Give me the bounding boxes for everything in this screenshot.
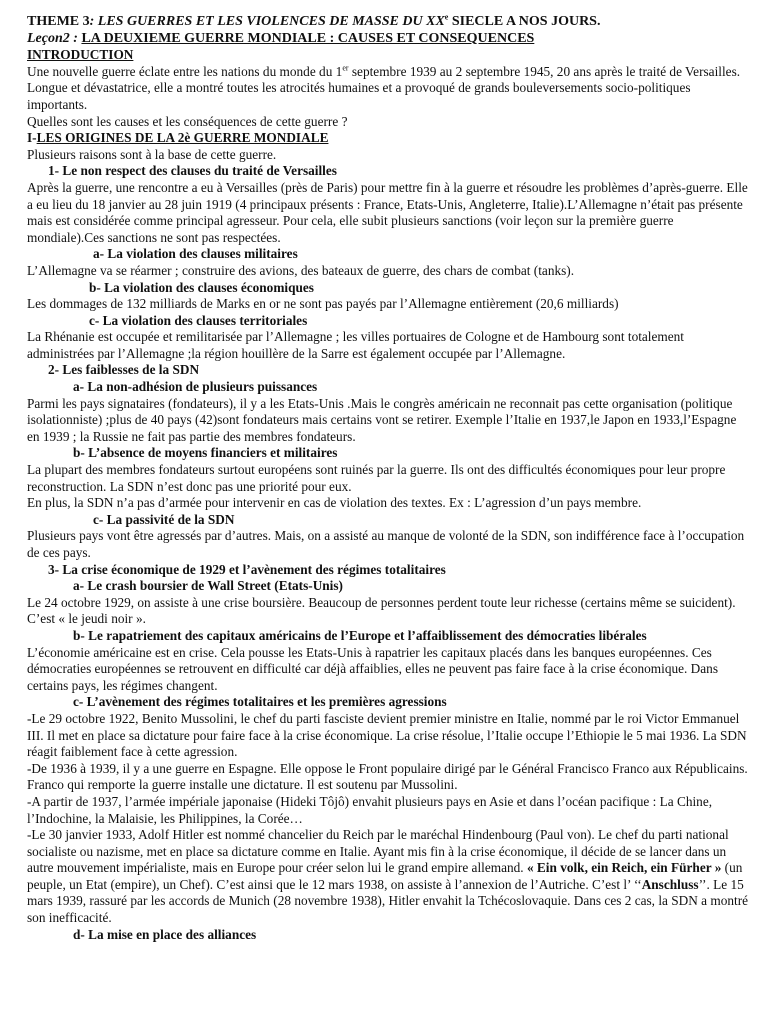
subheading-1b: b- La violation des clauses économiques: [89, 279, 314, 295]
paragraph-2c: Plusieurs pays vont être agressés par d’autres. Mais, on a assisté au manque de volonté de la SDN, son indifférence face à l’occupation de ces pays.: [27, 528, 745, 560]
paragraph-1c: La Rhénanie est occupée et remilitarisée par l’Allemagne ; les villes portuaires de Cologne et de Hambourg sont totalement administrées par l’Allemagne ;la région houillère de la Sarre est également occupée par l’Allemagne.: [27, 329, 684, 361]
subheading-3a: a- Le crash boursier de Wall Street (Etats-Unis): [73, 578, 343, 594]
theme-end: SIECLE A NOS JOURS.: [448, 14, 601, 29]
subheading-2b: b- L’absence de moyens financiers et militaires: [73, 445, 338, 461]
theme-text: : LES GUERRES ET LES VIOLENCES DE MASSE DU XX: [89, 14, 445, 29]
paragraph-2a: Parmi les pays signataires (fondateurs), il y a les Etats-Unis .Mais le congrès américain ne reconnait pas cette organisation (politique isolationniste) ;plus de 40 pays (42)sont fondateurs mais certains vont se retirer. Exemple l’Italie en 1937,le Japon en 1933,l’Espagne en 1939 ; la Russie ne fait pas partie des membres fondateurs.: [27, 395, 737, 444]
paragraph-3c-4-c: ’’. Le 15 mars 1939, rassuré par les accords de Munich (28 novembre 1938), Hitler envahit la Tchécoslovaquie. Dans ces 2 cas, la SDN a montré son inefficacité.: [27, 876, 749, 926]
subheading-1a: a- La violation des clauses militaires: [93, 246, 298, 262]
intro-question: Quelles sont les causes et les conséquences de cette guerre ?: [27, 113, 348, 129]
paragraph-3a: Le 24 octobre 1929, on assiste à une crise boursière. Beaucoup de personnes perdent toute leur richesse (certains même se suicident). C’est « le jeudi noir ».: [27, 594, 736, 627]
intro-text-b: septembre 1939 au 2 septembre 1945, 20 ans après le traité de Versailles. Longue et dévastatrice, elle a montré toutes les atrocités humaines et a provoqué de grands bouleversements socio-politiques importants.: [27, 63, 741, 112]
paragraph-1b: Les dommages de 132 milliards de Marks en or ne sont pas payés par l’Allemagne entièrement (20,6 milliards): [27, 296, 619, 312]
lesson-label: Leçon2 :: [27, 30, 82, 46]
intro-text-a: Une nouvelle guerre éclate entre les nations du monde du 1: [27, 63, 343, 79]
paragraph-3c-4-b: (un peuple, un Etat (empire), un Chef). C’est ainsi que le 12 mars 1938, on assiste à l’annexion de l’Autriche. C’est l’ ‘‘: [27, 860, 743, 892]
subheading-3c: c- L’avènement des régimes totalitaires et les premières agressions: [73, 694, 447, 710]
hitler-slogan: « Ein volk, ein Reich, ein Fürher »: [526, 860, 722, 876]
paragraph-1: Après la guerre, une rencontre a eu à Versailles (près de Paris) pour mettre fin à la guerre et résoudre les problèmes d’après-guerre. Elle a eu lieu du 18 janvier au 28 juin 1919 (4 principaux présents : France, Etats-Unis, Angleterre, Italie).L’Allemagne n’était pas présente mais est considérée comme principal agresseur. Pour cela, elle subit plusieurs sanctions (voir leçon sur la première guerre mondiale).Ces sanctions ne sont pas respectées.: [27, 179, 748, 245]
subheading-2: 2- Les faiblesses de la SDN: [48, 362, 200, 378]
lesson-title: LA DEUXIEME GUERRE MONDIALE : CAUSES ET CONSEQUENCES: [81, 30, 535, 46]
section-title: LES ORIGINES DE LA 2è GUERRE MONDIALE: [36, 130, 329, 146]
theme-label: THEME 3: [27, 14, 90, 29]
paragraph-2b-2: En plus, la SDN n’a pas d’armée pour intervenir en cas de violation des textes. Ex : L’agression d’un pays membre.: [27, 495, 642, 511]
subheading-3d: d- La mise en place des alliances: [73, 926, 257, 942]
paragraph-3c-3: -A partir de 1937, l’armée impériale japonaise (Hideki Tôjô) envahit plusieurs pays en Asie et dans l’océan pacifique : La Chine, l’Indochine, la Malaisie, les Philippines, la Corée…: [27, 793, 713, 826]
section-prefix: I-: [27, 130, 37, 146]
lesson-heading: [27, 31, 749, 48]
subheading-2a: a- La non-adhésion de plusieurs puissances: [73, 379, 318, 395]
theme-superscript: e: [444, 12, 449, 22]
anschluss-term: Anschluss: [641, 876, 699, 892]
intro-paragraph: [27, 64, 749, 114]
subheading-1: 1- Le non respect des clauses du traité de Versailles: [48, 163, 337, 179]
subheading-1c: c- La violation des clauses territoriales: [89, 312, 308, 328]
subheading-3b: b- Le rapatriement des capitaux américains de l’Europe et l’affaiblissement des démocraties libérales: [73, 627, 647, 643]
subheading-3: 3- La crise économique de 1929 et l’avènement des régimes totalitaires: [48, 561, 446, 577]
paragraph-3b: L’économie américaine est en crise. Cela pousse les Etats-Unis à rapatrier les capitaux placés dans les banques européennes. Ces démocraties européennes se retrouvent en difficulté car déjà affaiblies, elles ne peuvent pas faire face à la crise économique. Dans certains pays, les régimes changent.: [27, 644, 718, 693]
paragraph-3c-1: -Le 29 octobre 1922, Benito Mussolini, le chef du parti fasciste devient premier ministre en Italie, nommé par le roi Victor Emmanuel III. Il met en place sa dictature pour faire face à la crise économique. La crise résolue, l’Italie occupe l’Ethiopie le 5 mai 1936. La SDN réagit faiblement face à cette agression.: [27, 710, 747, 760]
paragraph-1a: L’Allemagne va se réarmer ; construire des avions, des bateaux de guerre, des chars de combat (tanks).: [27, 262, 575, 278]
paragraph-2b-1: La plupart des membres fondateurs surtout européens sont ruinés par la guerre. Ils ont des difficultés économiques pour leur propre reconstruction. La SDN n’est donc pas une priorité pour eux.: [27, 462, 726, 494]
section-heading: [27, 130, 749, 147]
paragraph-3c-4-a: -Le 30 janvier 1933, Adolf Hitler est nommé chancelier du Reich par le maréchal Hindenbourg (Paul von). Le chef du parti national socialiste ou nazisme, met en place sa dictature comme en Italie. Ayant mis fin à la crise économique, il décide de se lancer dans un autre mouvement impérialiste, mais en Europe pour créer selon lui le grand empire allemand.: [27, 827, 729, 876]
subheading-2c: c- La passivité de la SDN: [93, 511, 235, 527]
theme-heading: [27, 14, 749, 31]
intro-superscript: er: [342, 63, 349, 73]
section-intro: Plusieurs raisons sont à la base de cette guerre.: [27, 146, 277, 162]
intro-heading: INTRODUCTION: [27, 47, 134, 63]
paragraph-3c-4: [27, 827, 749, 927]
paragraph-3c-2: -De 1936 à 1939, il y a une guerre en Espagne. Elle oppose le Front populaire dirigé par le Général Francisco Franco aux Républicains. Franco qui remporte la guerre installe une dictature. Il est soutenu par Mussolini.: [27, 760, 748, 793]
document-body: [27, 14, 749, 943]
